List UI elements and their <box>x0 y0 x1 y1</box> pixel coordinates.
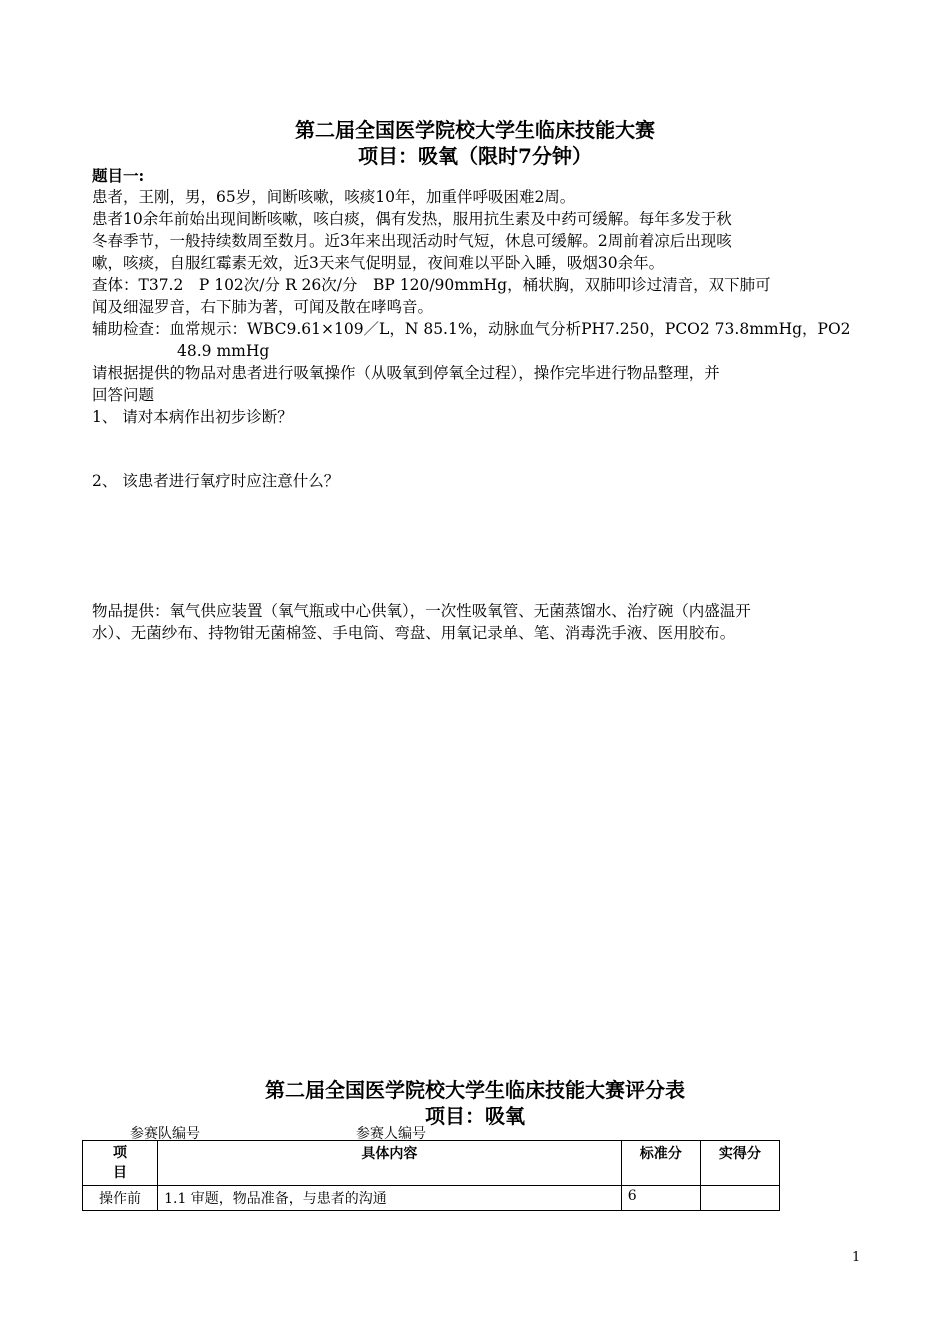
scoresheet-title: 第二届全国医学院校大学生临床技能大赛评分表 <box>265 1078 685 1102</box>
aux-exam-line-2: 48.9 mmHg <box>177 342 270 360</box>
header-item-top: 项 <box>113 1145 128 1161</box>
row-content: 1.1 审题，物品准备，与患者的沟通 <box>158 1186 622 1211</box>
case-summary: 患者，王刚，男，65岁，间断咳嗽，咳痰10年，加重伴呼吸困难2周。 <box>92 188 576 206</box>
exam-line-1: 查体：T37.2 P 102次/分 R 26次/分 BP 120/90mmHg，桶状胸，双肺叩诊过清音，双下肺可 <box>92 276 771 294</box>
row-item: 操作前 <box>83 1186 158 1211</box>
row-actual-score[interactable] <box>700 1186 779 1211</box>
page-number: 1 <box>852 1250 861 1265</box>
header-content: 具体内容 <box>158 1141 622 1186</box>
supplies-line-1: 物品提供：氧气供应装置（氧气瓶或中心供氧），一次性吸氧管、无菌蒸馏水、治疗碗（内盛温开 <box>92 602 751 620</box>
question-1: 1、 请对本病作出初步诊断？ <box>92 408 293 426</box>
header-actual-score: 实得分 <box>700 1141 779 1186</box>
page-title: 第二届全国医学院校大学生临床技能大赛 <box>295 118 655 142</box>
score-table-header <box>83 1141 780 1186</box>
history-line-3: 嗽，咳痰，自服红霉素无效，近3天来气促明显，夜间难以平卧入睡，吸烟30余年。 <box>92 254 665 272</box>
scoresheet-subtitle: 项目：吸氧 <box>425 1104 525 1128</box>
aux-exam-line-1: 辅助检查：血常规示：WBC9.61×109／L，N 85.1%，动脉血气分析PH7.250，PCO2 73.8mmHg，PO2 <box>92 320 851 338</box>
question-label: 题目一: <box>92 166 145 185</box>
instruction-line-2: 回答问题 <box>92 386 155 404</box>
team-number-label: 参赛队编号 <box>130 1126 200 1142</box>
header-standard-score: 标准分 <box>621 1141 700 1186</box>
header-item <box>83 1141 158 1186</box>
exam-line-2: 闻及细湿罗音，右下肺为著，可闻及散在哮鸣音。 <box>92 298 434 316</box>
history-line-1: 患者10余年前始出现间断咳嗽，咳白痰，偶有发热，服用抗生素及中药可缓解。每年多发于秋 <box>92 210 732 228</box>
score-table <box>82 1140 780 1211</box>
instruction-line-1: 请根据提供的物品对患者进行吸氧操作（从吸氧到停氧全过程），操作完毕进行物品整理，并 <box>92 364 720 382</box>
table-row <box>83 1186 780 1211</box>
supplies-line-2: 水）、无菌纱布、持物钳无菌棉签、手电筒、弯盘、用氧记录单、笔、消毒洗手液、医用胶布。 <box>92 624 736 642</box>
question-2: 2、 该患者进行氧疗时应注意什么？ <box>92 472 340 490</box>
page-subtitle: 项目：吸氧（限时7分钟） <box>358 144 592 168</box>
header-item-bottom: 目 <box>113 1165 128 1181</box>
row-standard-score: 6 <box>621 1186 700 1211</box>
history-line-2: 冬春季节，一般持续数周至数月。近3年来出现活动时气短，休息可缓解。2周前着凉后出现咳 <box>92 232 732 250</box>
participant-number-label: 参赛人编号 <box>356 1126 426 1142</box>
